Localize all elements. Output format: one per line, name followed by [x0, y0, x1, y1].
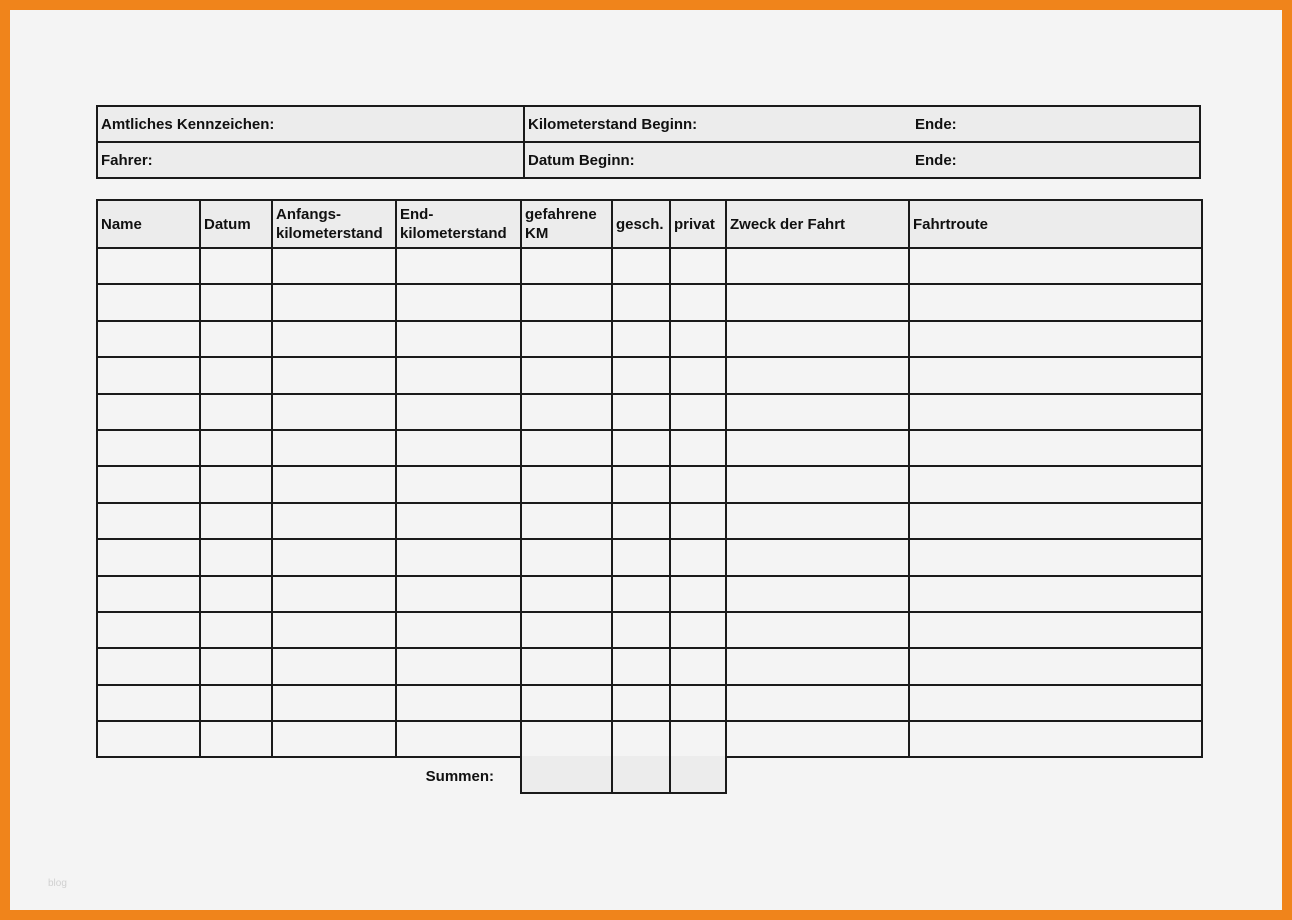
table-cell[interactable] [726, 648, 909, 684]
table-cell[interactable] [97, 721, 200, 757]
table-cell[interactable] [670, 466, 726, 502]
driver-label: Fahrer: [101, 151, 153, 169]
table-cell[interactable] [396, 576, 521, 612]
table-cell[interactable] [612, 648, 670, 684]
column-header-line1: Name [101, 215, 142, 233]
table-cell[interactable] [272, 648, 396, 684]
trip-log-table [96, 199, 1203, 758]
table-cell[interactable] [200, 321, 272, 357]
table-cell[interactable] [909, 284, 1202, 320]
column-header-line2: kilometerstand [400, 225, 507, 242]
table-cell[interactable] [200, 648, 272, 684]
watermark: blog [48, 878, 67, 889]
table-row [97, 539, 1202, 575]
column-header [612, 200, 670, 248]
table-cell[interactable] [909, 685, 1202, 721]
table-cell[interactable] [670, 721, 726, 757]
table-cell[interactable] [612, 248, 670, 284]
table-cell[interactable] [521, 321, 612, 357]
table-cell[interactable] [272, 284, 396, 320]
table-cell[interactable] [521, 357, 612, 393]
odometer-end-label: Ende: [915, 115, 957, 133]
table-cell[interactable] [726, 539, 909, 575]
table-cell[interactable] [200, 503, 272, 539]
table-cell[interactable] [909, 648, 1202, 684]
log-header-row [97, 200, 1202, 248]
table-cell[interactable] [612, 721, 670, 757]
table-cell[interactable] [726, 394, 909, 430]
license-plate-label: Amtliches Kennzeichen: [101, 115, 275, 133]
table-cell[interactable] [909, 612, 1202, 648]
table-cell[interactable] [272, 721, 396, 757]
column-header [670, 200, 726, 248]
table-cell[interactable] [200, 685, 272, 721]
table-cell[interactable] [726, 430, 909, 466]
table-cell[interactable] [272, 466, 396, 502]
table-row [97, 248, 1202, 284]
table-row [97, 357, 1202, 393]
date-field[interactable] [524, 142, 1200, 178]
table-cell[interactable] [670, 394, 726, 430]
table-cell[interactable] [97, 466, 200, 502]
table-cell[interactable] [726, 685, 909, 721]
table-cell[interactable] [272, 357, 396, 393]
column-header-line1: Anfangs- [276, 206, 341, 223]
table-cell[interactable] [272, 394, 396, 430]
table-cell[interactable] [521, 248, 612, 284]
table-cell[interactable] [521, 612, 612, 648]
table-cell[interactable] [97, 357, 200, 393]
table-cell[interactable] [726, 284, 909, 320]
table-row [97, 576, 1202, 612]
table-cell[interactable] [909, 466, 1202, 502]
table-cell[interactable] [670, 576, 726, 612]
table-cell[interactable] [97, 284, 200, 320]
table-cell[interactable] [396, 321, 521, 357]
date-start-label: Datum Beginn: [528, 151, 635, 169]
table-cell[interactable] [97, 430, 200, 466]
column-header-line2: KM [525, 225, 549, 242]
table-cell[interactable] [909, 321, 1202, 357]
table-cell[interactable] [909, 394, 1202, 430]
table-cell[interactable] [272, 685, 396, 721]
table-cell[interactable] [396, 430, 521, 466]
column-header [97, 200, 200, 248]
table-cell[interactable] [97, 576, 200, 612]
date-end-label: Ende: [915, 151, 957, 169]
table-cell[interactable] [396, 612, 521, 648]
table-cell[interactable] [396, 648, 521, 684]
table-cell[interactable] [726, 466, 909, 502]
table-cell[interactable] [97, 648, 200, 684]
table-cell[interactable] [396, 721, 521, 757]
column-header-line1: Datum [204, 215, 251, 233]
table-cell[interactable] [521, 503, 612, 539]
column-header [272, 200, 396, 248]
table-cell[interactable] [200, 284, 272, 320]
table-cell[interactable] [521, 284, 612, 320]
column-header-line1: End- [400, 206, 434, 223]
table-cell[interactable] [200, 248, 272, 284]
table-row [97, 648, 1202, 684]
table-row [97, 394, 1202, 430]
table-cell[interactable] [97, 321, 200, 357]
table-cell[interactable] [670, 539, 726, 575]
table-cell[interactable] [670, 430, 726, 466]
table-cell[interactable] [670, 321, 726, 357]
sums-label: Summen: [425, 768, 494, 785]
table-cell[interactable] [909, 539, 1202, 575]
table-cell[interactable] [396, 394, 521, 430]
header-row-1 [97, 106, 1200, 142]
odometer-start-label: Kilometerstand Beginn: [528, 115, 698, 133]
table-cell[interactable] [726, 576, 909, 612]
table-cell[interactable] [200, 539, 272, 575]
table-cell[interactable] [396, 503, 521, 539]
table-cell[interactable] [521, 685, 612, 721]
table-cell[interactable] [200, 357, 272, 393]
column-header [396, 200, 521, 248]
table-row [97, 284, 1202, 320]
table-cell[interactable] [97, 685, 200, 721]
table-cell[interactable] [726, 321, 909, 357]
table-cell[interactable] [521, 721, 612, 757]
table-row [97, 721, 1202, 757]
table-cell[interactable] [396, 685, 521, 721]
table-cell[interactable] [396, 248, 521, 284]
header-row-2 [97, 142, 1200, 178]
table-cell[interactable] [612, 357, 670, 393]
table-cell[interactable] [909, 248, 1202, 284]
table-row [97, 466, 1202, 502]
table-cell[interactable] [521, 576, 612, 612]
table-row [97, 685, 1202, 721]
vehicle-header-table [96, 105, 1201, 179]
license-plate-field[interactable] [97, 106, 524, 142]
table-cell[interactable] [612, 612, 670, 648]
table-cell[interactable] [200, 466, 272, 502]
table-cell[interactable] [396, 357, 521, 393]
table-cell[interactable] [200, 612, 272, 648]
table-cell[interactable] [612, 466, 670, 502]
table-cell[interactable] [612, 430, 670, 466]
column-header-line1: Fahrtroute [913, 215, 988, 233]
column-header [200, 200, 272, 248]
table-row [97, 321, 1202, 357]
table-cell[interactable] [726, 721, 909, 757]
table-cell[interactable] [97, 503, 200, 539]
table-cell[interactable] [670, 284, 726, 320]
table-cell[interactable] [97, 394, 200, 430]
table-row [97, 503, 1202, 539]
table-cell[interactable] [612, 394, 670, 430]
table-cell[interactable] [670, 648, 726, 684]
table-cell[interactable] [200, 576, 272, 612]
table-cell[interactable] [726, 612, 909, 648]
table-cell[interactable] [200, 394, 272, 430]
table-cell[interactable] [272, 612, 396, 648]
table-cell[interactable] [612, 284, 670, 320]
table-cell[interactable] [200, 430, 272, 466]
table-cell[interactable] [726, 357, 909, 393]
table-cell[interactable] [909, 357, 1202, 393]
column-header-line2: kilometerstand [276, 225, 383, 242]
column-header [909, 200, 1202, 248]
table-cell[interactable] [97, 539, 200, 575]
table-cell[interactable] [726, 248, 909, 284]
table-cell[interactable] [272, 321, 396, 357]
table-cell[interactable] [670, 685, 726, 721]
table-cell[interactable] [272, 248, 396, 284]
table-cell[interactable] [612, 576, 670, 612]
sums-table [520, 756, 727, 794]
table-cell[interactable] [521, 430, 612, 466]
table-cell[interactable] [272, 503, 396, 539]
table-cell[interactable] [521, 648, 612, 684]
table-cell[interactable] [909, 576, 1202, 612]
table-cell[interactable] [521, 466, 612, 502]
table-cell[interactable] [670, 357, 726, 393]
table-cell[interactable] [272, 576, 396, 612]
sum-business-cell[interactable] [612, 756, 670, 793]
column-header-line1: gesch. [616, 215, 664, 233]
table-cell[interactable] [670, 612, 726, 648]
table-cell[interactable] [909, 503, 1202, 539]
table-row [97, 430, 1202, 466]
table-cell[interactable] [97, 248, 200, 284]
odometer-field[interactable] [524, 106, 1200, 142]
table-cell[interactable] [909, 721, 1202, 757]
table-row [97, 612, 1202, 648]
table-cell[interactable] [97, 612, 200, 648]
table-cell[interactable] [670, 248, 726, 284]
table-cell[interactable] [272, 430, 396, 466]
table-cell[interactable] [396, 284, 521, 320]
column-header [521, 200, 612, 248]
column-header [726, 200, 909, 248]
table-cell[interactable] [272, 539, 396, 575]
table-cell[interactable] [396, 539, 521, 575]
column-header-line1: privat [674, 215, 715, 233]
sums-row [521, 756, 726, 793]
table-cell[interactable] [612, 321, 670, 357]
table-cell[interactable] [200, 721, 272, 757]
column-header-line1: gefahrene [525, 206, 597, 223]
table-cell[interactable] [909, 430, 1202, 466]
table-cell[interactable] [521, 539, 612, 575]
table-cell[interactable] [612, 685, 670, 721]
table-cell[interactable] [521, 394, 612, 430]
table-cell[interactable] [726, 503, 909, 539]
driver-field[interactable] [97, 142, 524, 178]
sum-driven-km-cell[interactable] [521, 756, 612, 793]
column-header-line1: Zweck der Fahrt [730, 215, 846, 233]
table-cell[interactable] [670, 503, 726, 539]
table-cell[interactable] [612, 539, 670, 575]
table-cell[interactable] [396, 466, 521, 502]
log-body [97, 248, 1202, 757]
sum-private-cell[interactable] [670, 756, 726, 793]
table-cell[interactable] [612, 503, 670, 539]
